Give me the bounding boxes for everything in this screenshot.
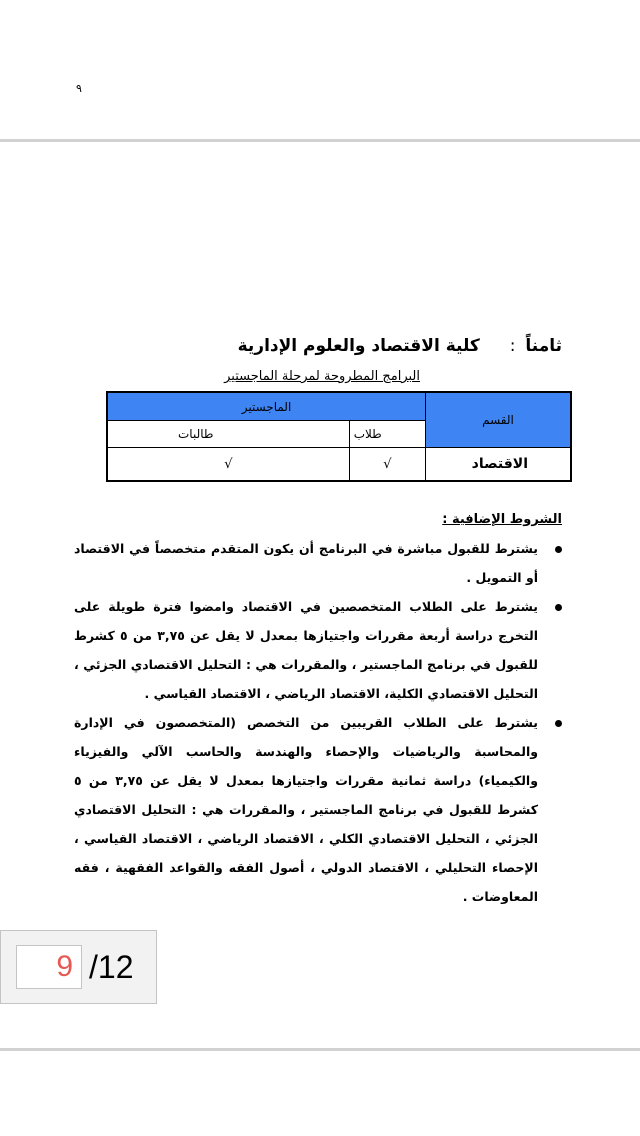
bullet-icon bbox=[555, 546, 562, 553]
list-item bbox=[74, 592, 562, 708]
conditions-title: الشروط الإضافية : bbox=[442, 512, 562, 527]
table-row bbox=[107, 448, 571, 482]
header-master: الماجستير bbox=[107, 392, 426, 421]
list-item bbox=[74, 708, 562, 911]
section-title: كلية الاقتصاد والعلوم الإدارية bbox=[237, 336, 480, 356]
page-separator-top bbox=[0, 139, 640, 142]
page-separator-bottom bbox=[0, 1048, 640, 1051]
row-female-check: √ bbox=[107, 448, 349, 482]
section-ordinal: ثامناً bbox=[525, 336, 562, 356]
section-heading bbox=[238, 336, 562, 356]
condition-text: يشترط على الطلاب المتخصصين في الاقتصاد وامضوا فترة طويلة على التخرج دراسة أربعة مقررات واجتيازها بمعدل لا يقل عن ٣,٧٥ من ٥ كشرط للقبول في برنامج الماجستير ، والمقررات هي : التحليل الاقتصادي الجزئي ، التحليل الاقتصادي الكلية، الاقتصاد الرياضي ، الاقتصاد القياسي . bbox=[74, 599, 538, 701]
page-number: ٩ bbox=[76, 82, 82, 95]
page-indicator bbox=[0, 930, 157, 1004]
header-dept: القسم bbox=[426, 392, 572, 448]
bullet-icon bbox=[555, 604, 562, 611]
total-pages: /12 bbox=[89, 949, 134, 985]
row-dept: الاقتصاد bbox=[426, 448, 572, 482]
section-colon: : bbox=[509, 336, 516, 356]
programs-table bbox=[106, 391, 572, 482]
header-male: طلاب bbox=[349, 421, 425, 448]
row-male-check: √ bbox=[349, 448, 425, 482]
condition-text: يشترط على الطلاب القريبين من التخصص (المتخصصون في الإدارة والمحاسبة والرياضيات والإحصاء والهندسة والحاسب الآلي والفيزياء والكيمياء) دراسة ثمانية مقررات واجتيازها بمعدل لا يقل عن ٣,٧٥ من ٥ كشرط للقبول في برنامج الماجستير ، والمقررات هي : التحليل الاقتصادي الجزئي ، التحليل الاقتصادي الكلي ، الاقتصاد الرياضي ، الاقتصاد القياسي ، الإحصاء التحليلي ، الاقتصاد الدولي ، أصول الفقه والقواعد الفقهية ، فقه المعاوضات . bbox=[74, 715, 538, 904]
bullet-icon bbox=[555, 720, 562, 727]
conditions-list bbox=[74, 534, 562, 911]
list-item bbox=[74, 534, 562, 592]
condition-text: يشترط للقبول مباشرة في البرنامج أن يكون المتقدم متخصصاً في الاقتصاد أو التمويل . bbox=[74, 541, 538, 585]
header-female: طالبات bbox=[107, 421, 349, 448]
section-subtitle: البرامج المطروحة لمرحلة الماجستير bbox=[224, 369, 420, 384]
current-page-input[interactable]: 9 bbox=[16, 945, 82, 989]
